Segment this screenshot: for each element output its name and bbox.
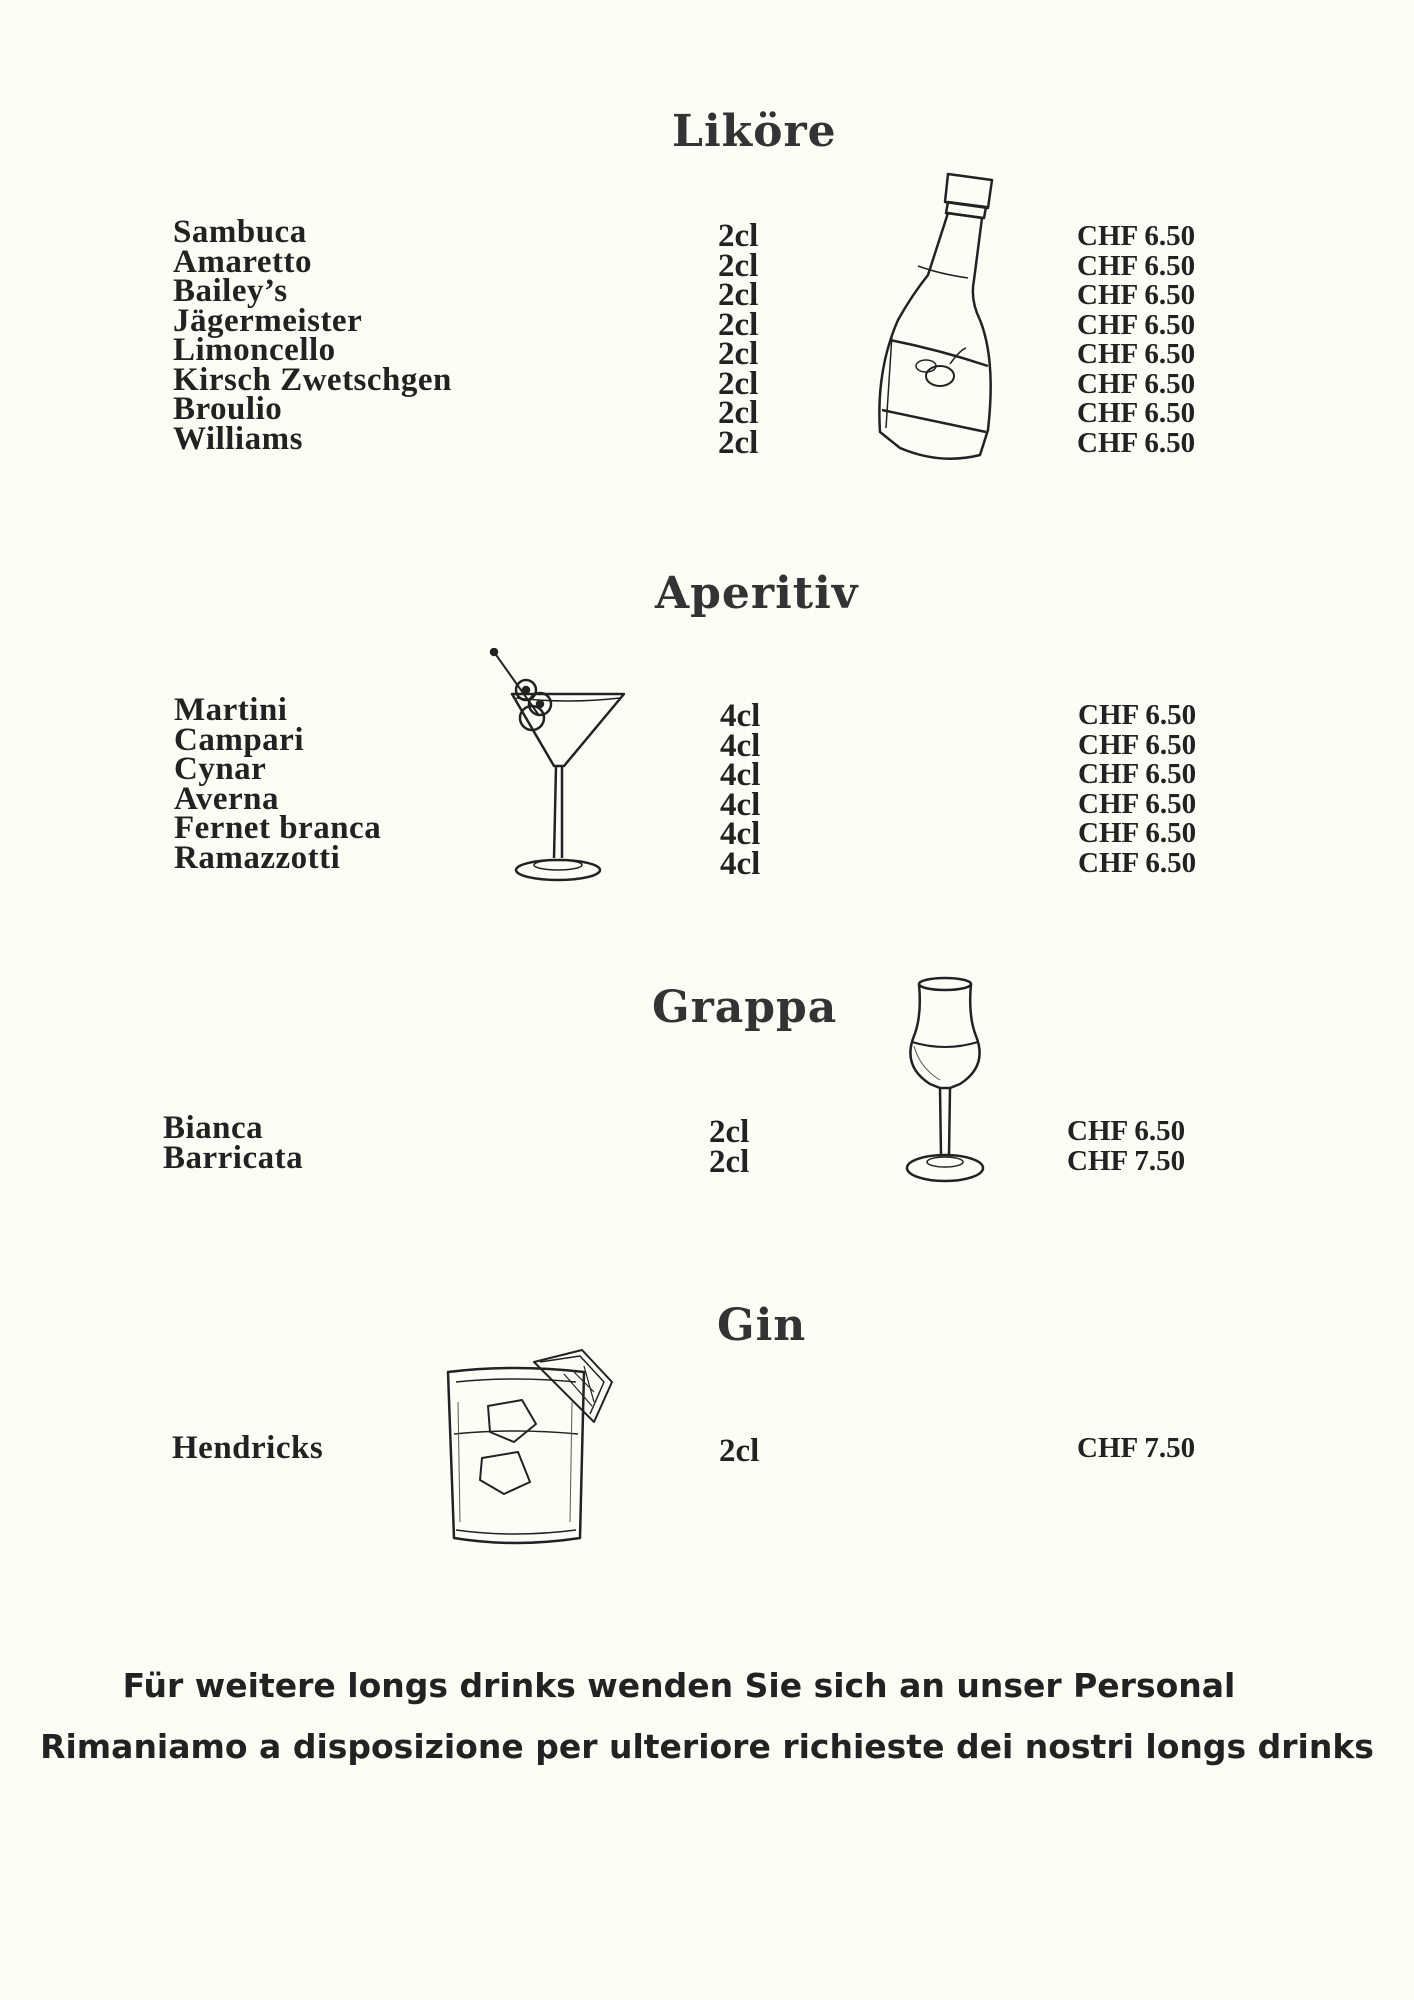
- menu-item-price: CHF 6.50: [1077, 220, 1196, 252]
- menu-item-price: CHF 6.50: [1077, 367, 1196, 400]
- likoere-sizes: [718, 218, 759, 461]
- menu-item-price: CHF 6.50: [1077, 279, 1196, 311]
- menu-item-name: Ramazzotti: [174, 839, 341, 876]
- grappa-names: [163, 1110, 304, 1176]
- menu-item-size: 2cl: [718, 277, 759, 313]
- menu-item-name: Amaretto: [173, 243, 312, 280]
- menu-item-price: CHF 6.50: [1077, 338, 1196, 370]
- menu-item-size: 2cl: [709, 1114, 750, 1150]
- menu-item-price: CHF 7.50: [1077, 1432, 1196, 1464]
- menu-item-price: CHF 6.50: [1078, 817, 1197, 849]
- menu-item-size: 4cl: [720, 786, 761, 823]
- menu-item-size: 2cl: [718, 218, 759, 254]
- likoere-prices: [1077, 222, 1195, 458]
- menu-item-name: Hendricks: [172, 1430, 324, 1466]
- menu-item-name: Jägermeister: [173, 302, 363, 339]
- grappa-glass-icon: [900, 976, 990, 1191]
- menu-item-name: Barricata: [163, 1139, 304, 1176]
- footer-line-german: Für weitere longs drinks wenden Sie sich an unser Personal: [122, 1666, 1236, 1705]
- menu-item-size: 2cl: [718, 365, 759, 402]
- gin-names: [172, 1430, 324, 1466]
- menu-item-size: 4cl: [720, 845, 761, 882]
- gin-prices: [1077, 1434, 1195, 1464]
- menu-item-size: 2cl: [718, 306, 759, 343]
- menu-item-name: Williams: [173, 420, 303, 457]
- aperitiv-sizes: [720, 698, 761, 882]
- grappa-sizes: [709, 1114, 750, 1180]
- menu-item-size: 2cl: [718, 424, 759, 461]
- menu-item-name: Sambuca: [173, 214, 307, 250]
- menu-item-price: CHF 7.50: [1067, 1144, 1186, 1177]
- menu-item-price: CHF 6.50: [1067, 1115, 1186, 1147]
- menu-item-price: CHF 6.50: [1077, 397, 1196, 429]
- menu-item-name: Cynar: [174, 751, 267, 787]
- menu-item-price: CHF 6.50: [1078, 699, 1197, 731]
- gin-sizes: [719, 1433, 760, 1469]
- menu-item-price: CHF 6.50: [1077, 308, 1196, 341]
- section-title-gin: Gin: [717, 1300, 807, 1351]
- menu-item-size: 4cl: [720, 727, 761, 764]
- menu-item-name: Bianca: [163, 1110, 264, 1146]
- menu-item-name: Campari: [174, 721, 304, 758]
- grappa-prices: [1067, 1117, 1185, 1176]
- section-title-grappa: Grappa: [652, 982, 838, 1033]
- menu-item-price: CHF 6.50: [1078, 846, 1197, 879]
- menu-item-size: 4cl: [720, 757, 761, 793]
- menu-item-size: 4cl: [720, 698, 761, 734]
- aperitiv-prices: [1078, 701, 1196, 878]
- menu-item-size: 4cl: [720, 816, 761, 852]
- liqueur-bottle-icon: [870, 170, 1010, 460]
- menu-item-price: CHF 6.50: [1077, 426, 1196, 459]
- menu-item-size: 2cl: [718, 395, 759, 431]
- menu-item-name: Martini: [174, 692, 288, 728]
- menu-item-size: 2cl: [719, 1433, 760, 1469]
- menu-item-price: CHF 6.50: [1078, 758, 1197, 790]
- menu-item-size: 2cl: [709, 1143, 750, 1180]
- menu-item-size: 2cl: [718, 247, 759, 284]
- menu-item-name: Limoncello: [173, 332, 336, 368]
- menu-item-name: Fernet branca: [174, 810, 382, 846]
- menu-item-name: Broulio: [173, 391, 283, 427]
- section-title-aperitiv: Aperitiv: [655, 568, 859, 619]
- footer-line-italian: Rimaniamo a disposizione per ulteriore richieste dei nostri longs drinks: [40, 1727, 1374, 1766]
- menu-item-name: Averna: [174, 780, 280, 817]
- section-title-likoere: Liköre: [672, 106, 837, 157]
- menu-item-price: CHF 6.50: [1078, 728, 1197, 761]
- tumbler-glass-icon: [444, 1342, 624, 1548]
- martini-glass-icon: [482, 648, 632, 888]
- menu-item-price: CHF 6.50: [1078, 787, 1197, 820]
- menu-item-price: CHF 6.50: [1077, 249, 1196, 282]
- menu-item-name: Kirsch Zwetschgen: [173, 361, 452, 398]
- likoere-names: [173, 214, 452, 457]
- menu-item-name: Bailey’s: [173, 273, 288, 309]
- menu-item-size: 2cl: [718, 336, 759, 372]
- aperitiv-names: [174, 692, 382, 876]
